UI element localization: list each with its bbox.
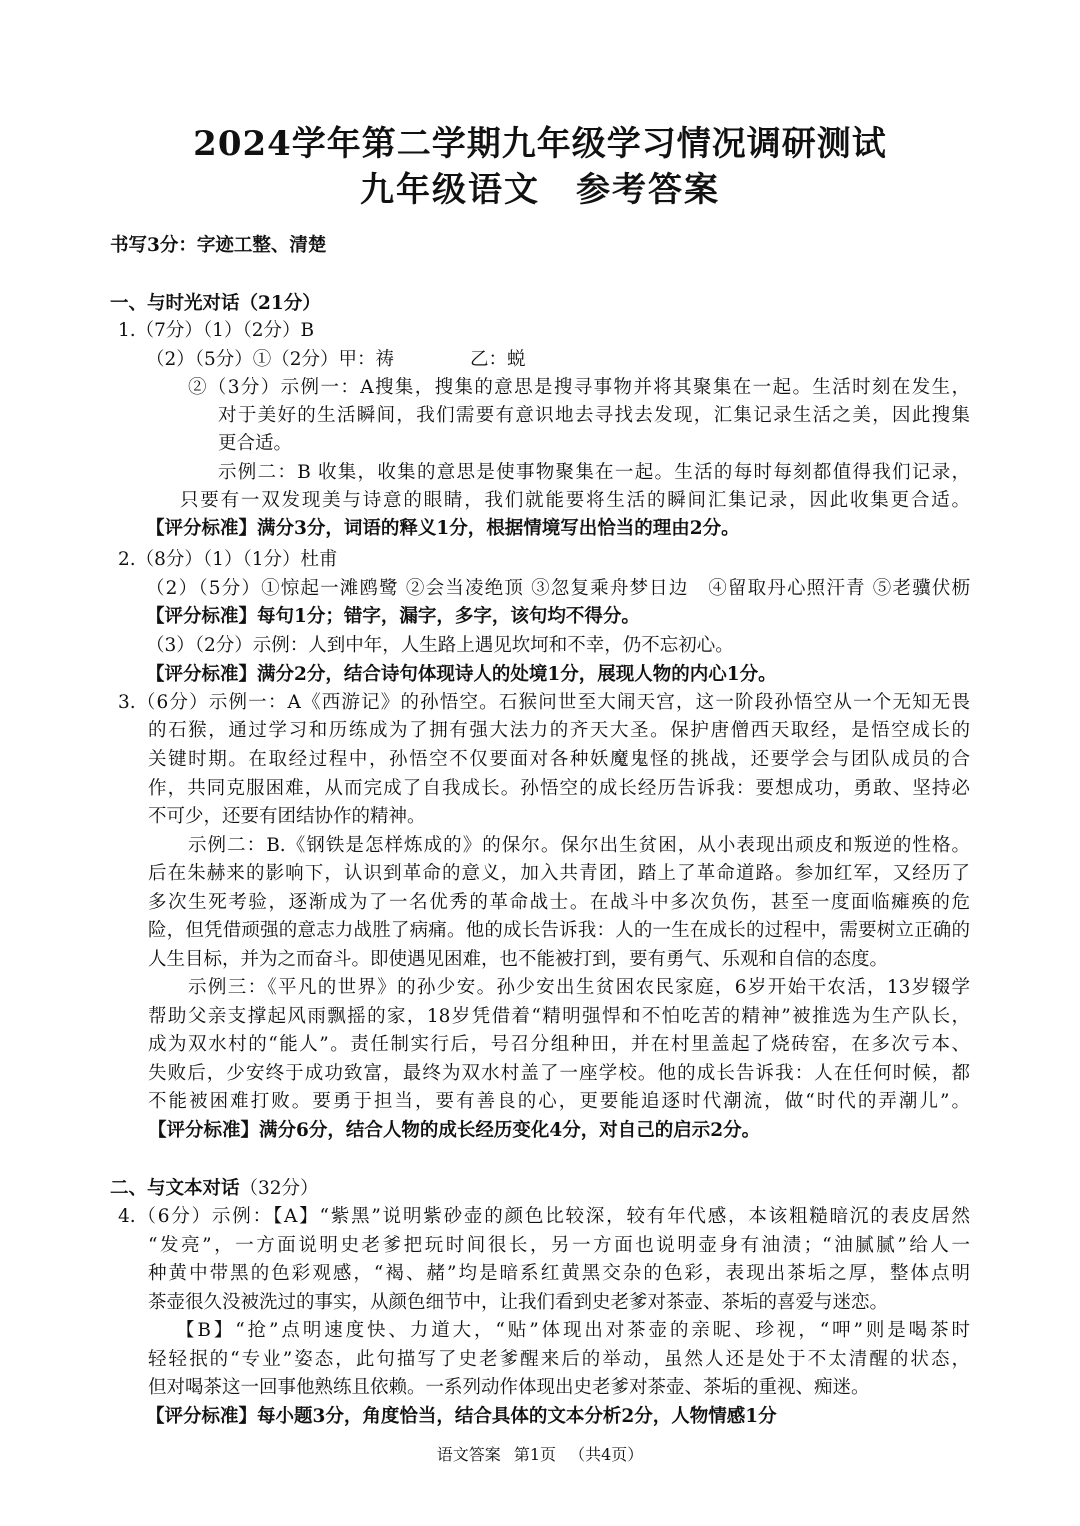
q3-line: 后在朱赫来的影响下，认识到革命的意义，加入共青团，踏上了革命道路。参加红军，又经历了: [148, 863, 970, 884]
footer-subject: 语文答案: [436, 1445, 501, 1464]
section1-heading: 一、与时光对话（21分）: [110, 293, 321, 314]
q3-line: 示例三：《平凡的世界》的孙少安。孙少安出生贫困农民家庭，6岁开始干农活，13岁辍学: [188, 977, 970, 998]
q1-line2a: （2）（5分）①（2分）甲：祷: [146, 349, 395, 370]
subtitle-answers: 参考答案: [576, 170, 720, 210]
q2-line2: （2）（5分）①惊起一滩鸥鹭 ②会当凌绝顶 ③忽复乘舟梦日边 ④留取丹心照汗青 ⑤老骥伏枥: [146, 578, 970, 599]
q3-line: 人生目标，并为之而奋斗。即使遇见困难，也不能被打到，要有勇气、乐观和自信的态度。: [148, 949, 889, 970]
q4-line: 4.（6分）示例：【A】“紫黑”说明紫砂壶的颜色比较深，较有年代感，本该粗糙暗沉的表皮居然: [118, 1206, 970, 1227]
q3-line: 不可少，还要有团结协作的精神。: [148, 806, 426, 827]
section2-heading: [110, 1174, 319, 1203]
q3-line: 3.（6分）示例一：A《西游记》的孙悟空。石猴问世至大闹天宫，这一阶段孙悟空从一个无知无畏: [118, 692, 970, 713]
q1-line5: 更合适。: [218, 433, 293, 454]
q1-line3: ②（3分）示例一：A搜集，搜集的意思是搜寻事物并将其聚集在一起。生活时刻在发生，: [188, 377, 970, 398]
subtitle-subject: 九年级语文: [360, 170, 540, 210]
page-footer: [0, 1444, 1080, 1466]
q4-line: 轻轻抿的“专业”姿态，此句描写了史老爹醒来后的举动，虽然人还是处于不太清醒的状态，: [148, 1349, 970, 1370]
q1-line4: 对于美好的生活瞬间，我们需要有意识地去寻找去发现，汇集记录生活之美，因此搜集: [218, 405, 970, 426]
q3-line: 示例二：B.《钢铁是怎样炼成的》的保尔。保尔出生贫困，从小表现出顽皮和叛逆的性格。: [188, 835, 970, 856]
writing-note: 书写3分：字迹工整、清楚: [110, 235, 327, 256]
q1-line1: 1.（7分）（1）（2分）B: [118, 320, 315, 341]
q4-line: “发亮”，一方面说明史老爹把玩时间很长，另一方面也说明壶身有油渍；“油腻腻”给人一: [148, 1235, 970, 1256]
page-title: 2024学年第二学期九年级学习情况调研测试: [193, 124, 887, 164]
page-subtitle: [0, 168, 1080, 212]
q4-criteria: 【评分标准】每小题3分，角度恰当，结合具体的文本分析2分，人物情感1分: [146, 1406, 777, 1427]
q3-line: 的石猴，通过学习和历练成为了拥有强大法力的齐天大圣。保护唐僧西天取经，是悟空成长的: [148, 720, 970, 741]
q3-line: 不能被困难打败。要勇于担当，要有善良的心，更要能追逐时代潮流，做“时代的弄潮儿”。: [148, 1091, 970, 1112]
q1-line6: 示例二：B 收集，收集的意思是使事物聚集在一起。生活的每时每刻都值得我们记录，: [218, 462, 970, 483]
q4-line: 【B】“抢”点明速度快、力道大，“贴”体现出对茶壶的亲昵、珍视，“呷”则是喝茶时: [176, 1320, 970, 1341]
q3-line: 帮助父亲支撑起风雨飘摇的家，18岁凭借着“精明强悍和不怕吃苦的精神”被推选为生产队长，: [148, 1006, 970, 1027]
q2-criteria1: 【评分标准】每句1分；错字，漏字，多字，该句均不得分。: [146, 606, 640, 627]
q4-line: 茶壶很久没被洗过的事实，从颜色细节中，让我们看到史老爹对茶壶、茶垢的喜爱与迷恋。: [148, 1292, 889, 1313]
q4-line: 但对喝茶这一回事他熟练且依赖。一系列动作体现出史老爹对茶壶、茶垢的重视、痴迷。: [148, 1377, 870, 1398]
q3-criteria: 【评分标准】满分6分，结合人物的成长经历变化4分，对自己的启示2分。: [148, 1120, 761, 1141]
footer-total-pages: （共4页）: [569, 1445, 644, 1464]
section2-heading-score: （32分）: [239, 1178, 319, 1199]
q3-line: 险，但凭借顽强的意志力战胜了病痛。他的成长告诉我：人的一生在成长的过程中，需要树立正确的: [148, 920, 970, 941]
q3-line: 关键时期。在取经过程中，孙悟空不仅要面对各种妖魔鬼怪的挑战，还要学会与团队成员的合: [148, 749, 970, 770]
q1-line7: 只要有一双发现美与诗意的眼睛，我们就能要将生活的瞬间汇集记录，因此收集更合适。: [180, 490, 970, 511]
q3-line: 成为双水村的“能人”。责任制实行后，号召分组种田，并在村里盖起了烧砖窑，在多次亏本、: [148, 1034, 970, 1055]
q1-line2b: 乙：蜕: [470, 349, 526, 370]
q2-line3: （3）（2分）示例：人到中年，人生路上遇见坎坷和不幸，仍不忘初心。: [146, 635, 734, 656]
footer-page-number: 第1页: [513, 1445, 556, 1464]
q4-line: 种黄中带黑的色彩观感，“褐、赭”均是暗系红黄黑交杂的色彩，表现出茶垢之厚，整体点明: [148, 1263, 970, 1284]
q3-line: 作，共同克服困难，从而完成了自我成长。孙悟空的成长经历告诉我：要想成功，勇敢、坚持必: [148, 778, 970, 799]
q3-line: 失败后，少安终于成功致富，最终为双水村盖了一座学校。他的成长告诉我：人在任何时候，都: [148, 1063, 970, 1084]
q3-line: 多次生死考验，逐渐成为了一名优秀的革命战士。在战斗中多次负伤，甚至一度面临瘫痪的危: [148, 892, 970, 913]
q1-criteria: 【评分标准】满分3分，词语的释义1分，根据情境写出恰当的理由2分。: [146, 518, 740, 539]
section2-heading-title: 二、与文本对话: [110, 1178, 240, 1199]
q2-line1: 2.（8分）（1）（1分）杜甫: [118, 549, 338, 570]
q2-criteria2: 【评分标准】满分2分，结合诗句体现诗人的处境1分，展现人物的内心1分。: [146, 664, 777, 685]
